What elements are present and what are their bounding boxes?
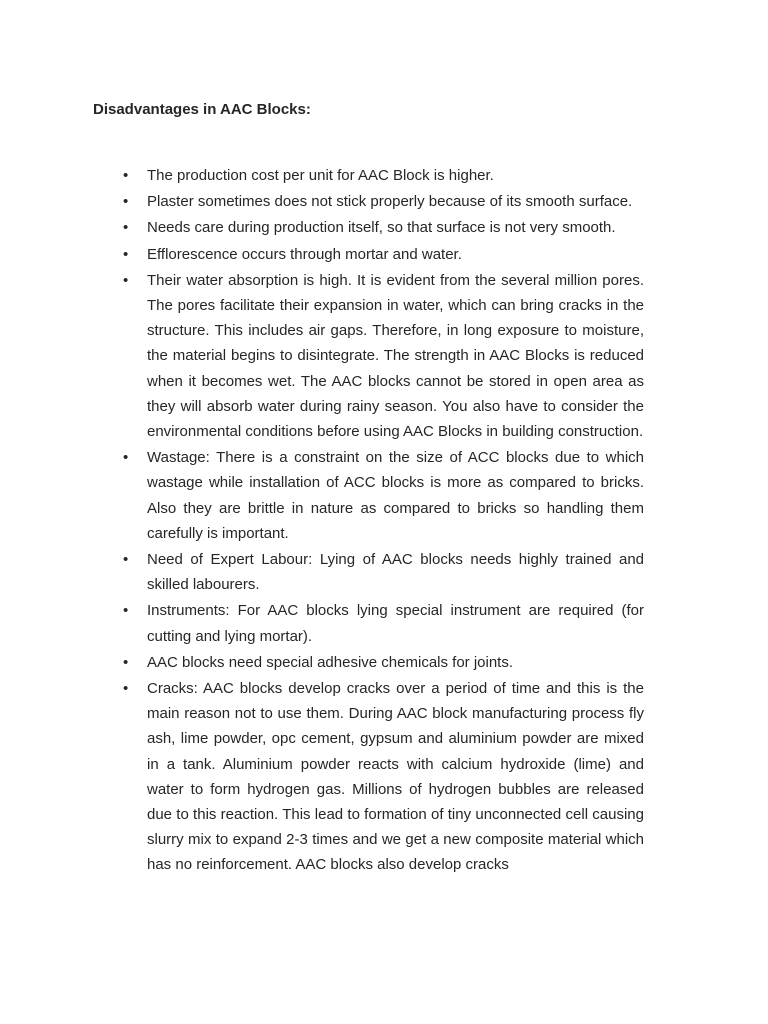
bullet-icon: • xyxy=(123,245,129,263)
list-item xyxy=(0,268,768,444)
list-item-text: Wastage: There is a constraint on the size of ACC blocks due to which wastage while installation of ACC blocks is more as compared to bricks. Also they are brittle in nature as compared to bricks so handling them carefully is important. xyxy=(147,449,644,542)
bullet-icon: • xyxy=(123,449,129,467)
list-item-text: Need of Expert Labour: Lying of AAC blocks needs highly trained and skilled labourers. xyxy=(147,551,644,594)
list-item-text: Efflorescence occurs through mortar and water. xyxy=(147,245,462,263)
bullet-icon: • xyxy=(123,551,129,569)
disadvantages-list xyxy=(0,163,768,879)
list-item xyxy=(0,547,768,597)
list-item-text: AAC blocks need special adhesive chemicals for joints. xyxy=(147,653,514,671)
list-item xyxy=(0,242,768,267)
list-item xyxy=(0,676,768,878)
document-heading: Disadvantages in AAC Blocks: xyxy=(93,101,311,118)
bullet-icon: • xyxy=(123,219,129,237)
bullet-icon: • xyxy=(123,680,129,698)
bullet-icon: • xyxy=(123,653,129,671)
list-item xyxy=(0,650,768,675)
list-item-text: Plaster sometimes does not stick properly because of its smooth surface. xyxy=(147,193,633,211)
list-item xyxy=(0,445,768,546)
list-item-text: Needs care during production itself, so that surface is not very smooth. xyxy=(147,219,616,237)
list-item xyxy=(0,189,768,214)
list-item-text: Instruments: For AAC blocks lying special instrument are required (for cutting and lying mortar). xyxy=(147,602,644,645)
list-item xyxy=(0,163,768,188)
bullet-icon: • xyxy=(123,193,129,211)
list-item-text: Cracks: AAC blocks develop cracks over a period of time and this is the main reason not to use them. During AAC block manufacturing process fly ash, lime powder, opc cement, gypsum and aluminium powder are mixed in a tank. Aluminium powder reacts with calcium hydroxide (lime) and water to form hydrogen gas. Millions of hydrogen bubbles are released due to this reaction. This lead to formation of tiny unconnected cell causing slurry mix to expand 2-3 times and we get a new composite material which has no reinforcement. AAC blocks also develop cracks xyxy=(147,680,644,874)
bullet-icon: • xyxy=(123,167,129,184)
bullet-icon: • xyxy=(123,271,129,289)
list-item-text: The production cost per unit for AAC Block is higher. xyxy=(147,167,494,184)
bullet-icon: • xyxy=(123,602,129,620)
list-item xyxy=(0,598,768,648)
list-item xyxy=(0,215,768,240)
list-item-text: Their water absorption is high. It is evident from the several million pores. The pores facilitate their expansion in water, which can bring cracks in the structure. This includes air gaps. Therefore, in long exposure to moisture, the material begins to disintegrate. The strength in AAC Blocks is reduced when it becomes wet. The AAC blocks cannot be stored in open area as they will absorb water during rainy season. You also have to consider the environmental conditions before using AAC Blocks in building construction. xyxy=(147,271,644,441)
